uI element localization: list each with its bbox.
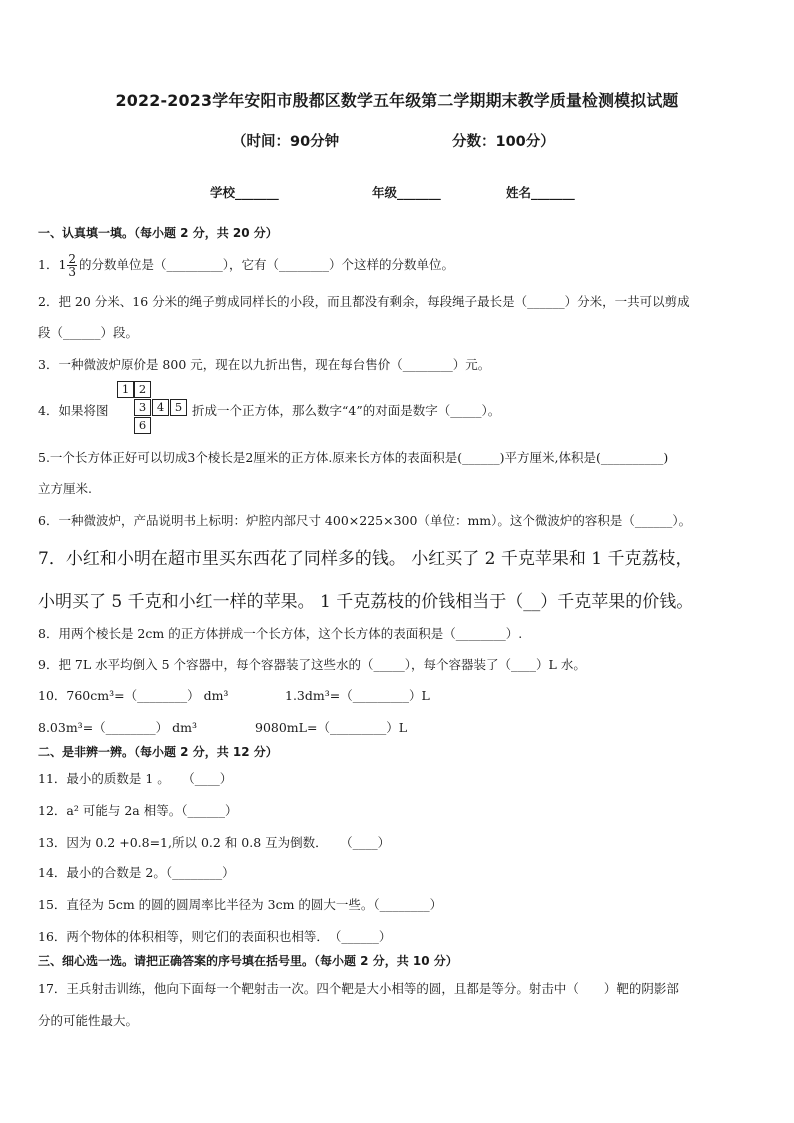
question-6: 6．一种微波炉，产品说明书上标明：炉腔内部尺寸 400×225×300（单位：mm）。这个微波炉的容积是（______）。 — [38, 513, 692, 528]
question-17-line-2: 分的可能性最大。 — [38, 1013, 139, 1028]
question-7-line-2: 小明买了 5 千克和小红一样的苹果。 1 千克荔枝的价钱相当于（__）千克苹果的价钱。 — [38, 592, 694, 612]
question-10-c: 8.03m³=（________） dm³ — [38, 720, 198, 735]
question-2-line-2: 段（______）段。 — [38, 325, 139, 340]
question-13: 13．因为 0.2 +0.8=1,所以 0.2 和 0.8 互为倒数． （____） — [38, 835, 391, 850]
question-5-line-1: 5.一个长方体正好可以切成3个棱长是2厘米的正方体.原来长方体的表面积是(______)平方厘米,体积是(__________) — [38, 450, 669, 465]
question-5-line-2: 立方厘米. — [38, 481, 92, 496]
question-15: 15．直径为 5cm 的圆的圆周率比半径为 3cm 的圆大一些。（________） — [38, 897, 443, 912]
cube-net-figure — [117, 381, 192, 437]
school-field: 学校_______ — [210, 185, 279, 200]
question-14: 14．最小的合数是 2。（________） — [38, 865, 235, 880]
section-1-heading: 一、认真填一填。（每小题 2 分，共 20 分） — [38, 226, 278, 240]
question-10-d: 9080mL=（_________）L — [255, 720, 407, 735]
net-cell: 5 — [170, 399, 187, 416]
question-1: 1．1 $\frac{2}{3}$ 的分数单位是（_________），它有（________）个这样的分数单位。 — [38, 252, 455, 279]
net-cell: 3 — [134, 399, 151, 416]
name-field: 姓名_______ — [506, 185, 575, 200]
question-9: 9．把 7L 水平均倒入 5 个容器中，每个容器装了这些水的（_____），每个容器装了（____）L 水。 — [38, 657, 586, 672]
page-title: 2022-2023学年安阳市殷都区数学五年级第二学期期末教学质量检测模拟试题 — [115, 91, 679, 110]
net-cell: 1 — [117, 381, 134, 398]
section-3-heading: 三、细心选一选。请把正确答案的序号填在括号里。（每小题 2 分，共 10 分） — [38, 954, 458, 968]
net-cell: 2 — [134, 381, 151, 398]
section-2-heading: 二、是非辨一辨。（每小题 2 分，共 12 分） — [38, 745, 278, 759]
question-7-line-1: 7．小红和小明在超市里买东西花了同样多的钱。 小红买了 2 千克苹果和 1 千克荔枝， — [38, 549, 693, 569]
mixed-fraction: $\frac{2}{3}$ — [68, 252, 77, 279]
net-cell: 4 — [152, 399, 169, 416]
question-8: 8．用两个棱长是 2cm 的正方体拼成一个长方体，这个长方体的表面积是（________）. — [38, 626, 523, 641]
exam-score: 分数：100分） — [452, 134, 555, 150]
question-4-prefix: 4．如果将图 — [38, 403, 109, 418]
question-4-suffix: 折成一个正方体，那么数字“4”的对面是数字（_____）。 — [192, 403, 501, 418]
question-10-b: 1.3dm³=（_________）L — [285, 688, 430, 703]
question-11: 11．最小的质数是 1 。 （____） — [38, 771, 233, 786]
question-2-line-1: 2．把 20 分米、16 分米的绳子剪成同样长的小段，而且都没有剩余，每段绳子最长是（______）分米，一共可以剪成 — [38, 294, 690, 309]
exam-time: （时间：90分钟 — [232, 134, 340, 150]
question-17-line-1: 17．王兵射击训练，他向下面每一个靶射击一次。四个靶是大小相等的圆，且都是等分。射击中（ ）靶的阴影部 — [38, 981, 679, 996]
question-16: 16．两个物体的体积相等，则它们的表面积也相等． （______） — [38, 929, 392, 944]
grade-field: 年级_______ — [372, 185, 441, 200]
question-12: 12．a² 可能与 2a 相等。（______） — [38, 803, 238, 818]
question-10-a: 10．760cm³=（________） dm³ — [38, 688, 229, 703]
question-3: 3．一种微波炉原价是 800 元，现在以九折出售，现在每台售价（________）元。 — [38, 357, 491, 372]
net-cell: 6 — [134, 417, 151, 434]
